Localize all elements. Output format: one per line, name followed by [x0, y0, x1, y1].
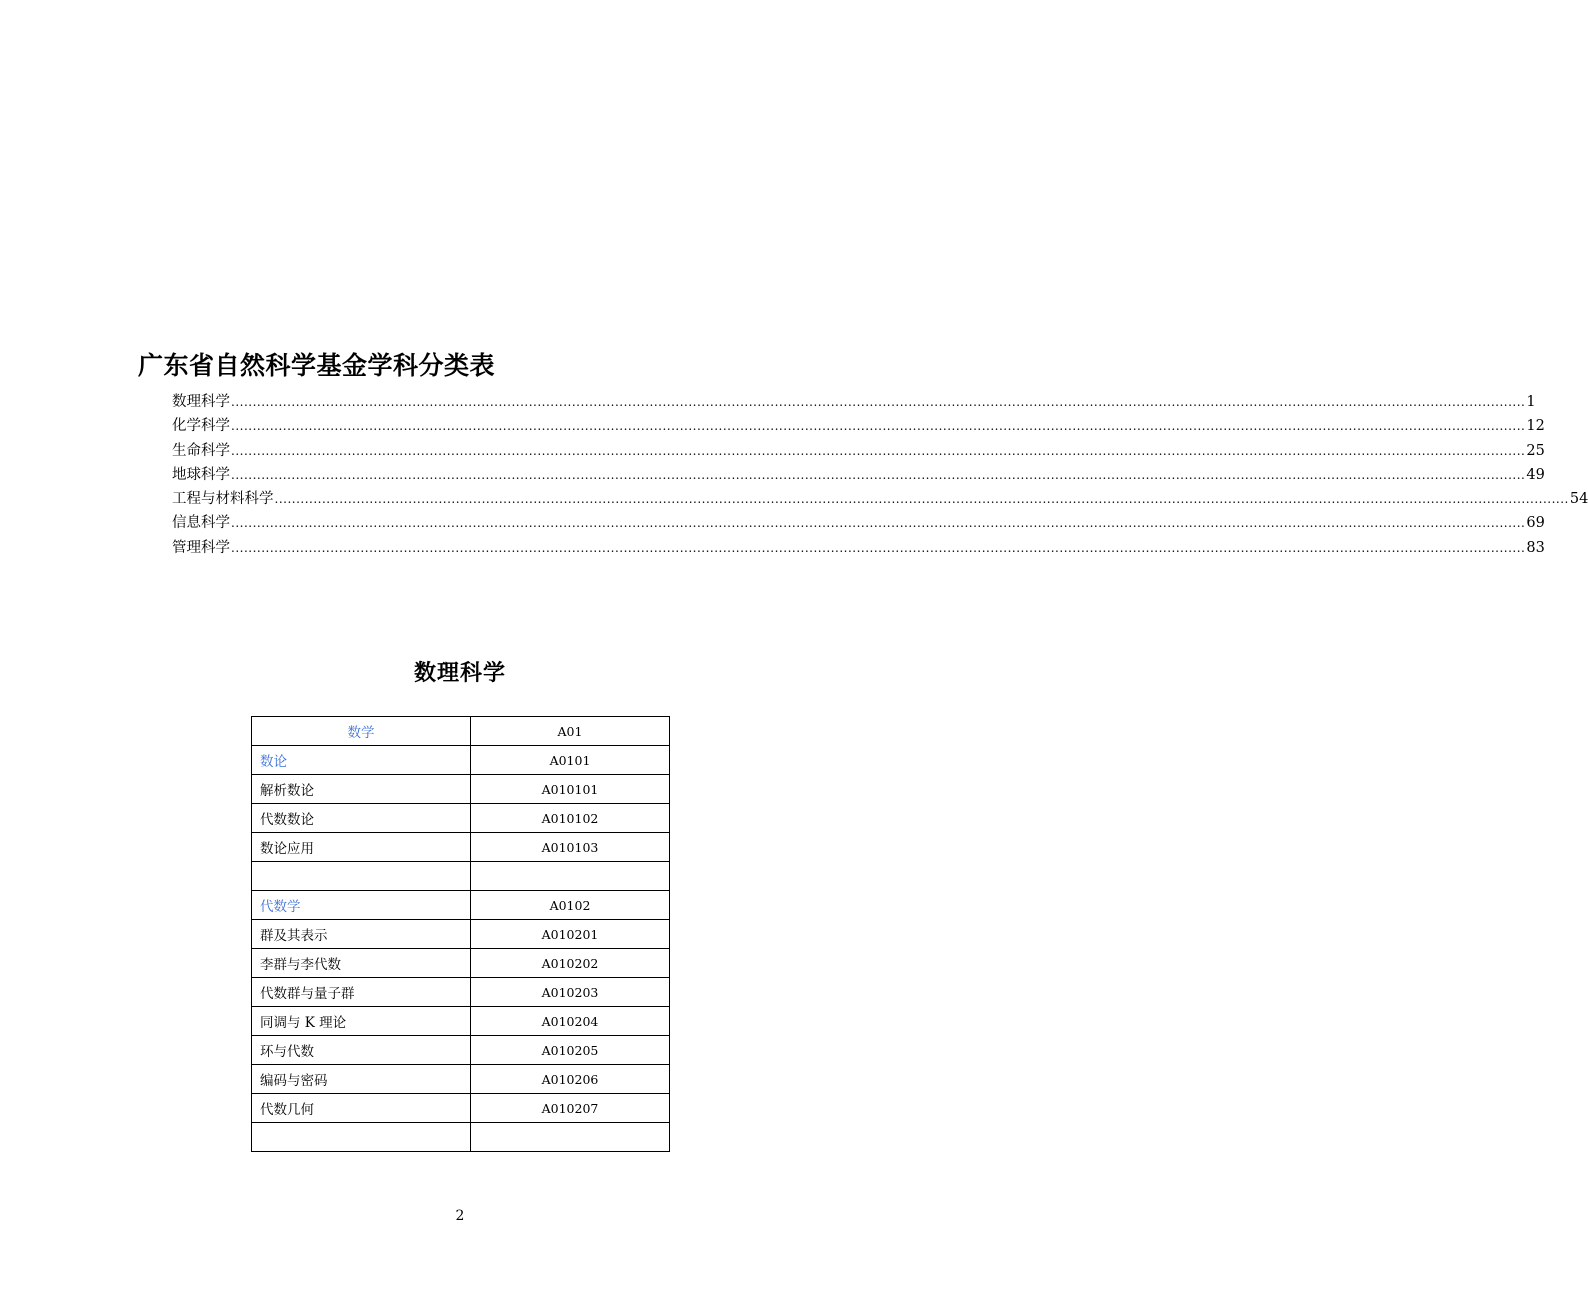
toc-item-page: 69: [1526, 515, 1545, 532]
toc-item-label: 地球科学: [172, 466, 230, 483]
subject-code-cell: A0101: [471, 746, 670, 775]
subject-code-cell: A010206: [471, 1065, 670, 1094]
subject-name-cell: 数学: [252, 717, 471, 746]
subject-name-cell: 代数几何: [252, 1094, 471, 1123]
subject-name-cell: 李群与李代数: [252, 949, 471, 978]
toc-dot-leader: ............................................................................................................................................................................................................................................................................................................: [231, 540, 1526, 555]
subject-name-cell: 环与代数: [252, 1036, 471, 1065]
toc-dot-leader: ............................................................................................................................................................................................................................................................................................................: [274, 492, 1569, 507]
subject-name-cell: [252, 862, 471, 891]
toc-dot-leader: ............................................................................................................................................................................................................................................................................................................: [231, 395, 1526, 409]
subject-name-cell: 代数群与量子群: [252, 978, 471, 1007]
table-row: [252, 978, 670, 1007]
toc-item-label: 化学科学: [172, 418, 230, 435]
subject-code-cell: A010103: [471, 833, 670, 862]
toc-item[interactable]: [172, 463, 1545, 487]
toc-item[interactable]: [172, 487, 1588, 511]
table-row: [252, 746, 670, 775]
subject-classification-table: [251, 716, 670, 1152]
toc-item-page: 49: [1526, 466, 1545, 483]
toc-item[interactable]: [172, 536, 1545, 560]
toc-item-label: 数理科学: [172, 394, 230, 410]
toc-dot-leader: ............................................................................................................................................................................................................................................................................................................: [231, 467, 1526, 482]
subject-code-cell: A010202: [471, 949, 670, 978]
toc-item-label: 生命科学: [172, 442, 230, 459]
toc-item-label: 管理科学: [172, 539, 230, 556]
subject-code-cell: A010203: [471, 978, 670, 1007]
toc-dot-leader: ............................................................................................................................................................................................................................................................................................................: [231, 516, 1526, 531]
toc-dot-leader: ............................................................................................................................................................................................................................................................................................................: [231, 443, 1526, 458]
subject-code-cell: [471, 1123, 670, 1152]
table-row: [252, 920, 670, 949]
toc-item-page: 83: [1526, 539, 1545, 556]
subject-name-cell: 解析数论: [252, 775, 471, 804]
table-row: [252, 1123, 670, 1152]
subject-name-cell: 数论: [252, 746, 471, 775]
table-of-contents: [172, 390, 1588, 560]
subject-name-cell: 群及其表示: [252, 920, 471, 949]
subject-code-cell: A01: [471, 717, 670, 746]
subject-code-cell: A0102: [471, 891, 670, 920]
subject-code-cell: [471, 862, 670, 891]
toc-item-page: 1: [1526, 394, 1536, 410]
toc-item-page: 12: [1526, 418, 1545, 435]
toc-item[interactable]: [172, 414, 1545, 438]
subject-name-cell: 同调与 K 理论: [252, 1007, 471, 1036]
subject-name-cell: [252, 1123, 471, 1152]
toc-dot-leader: ............................................................................................................................................................................................................................................................................................................: [231, 419, 1526, 434]
subject-name-cell: 编码与密码: [252, 1065, 471, 1094]
toc-item[interactable]: [172, 511, 1545, 535]
subject-code-cell: A010101: [471, 775, 670, 804]
table-row: [252, 891, 670, 920]
table-row: [252, 1007, 670, 1036]
toc-item[interactable]: [172, 439, 1545, 463]
subject-name-cell: 代数学: [252, 891, 471, 920]
table-row: [252, 1065, 670, 1094]
toc-item-page: 54: [1569, 491, 1588, 508]
subject-code-cell: A010201: [471, 920, 670, 949]
table-row: [252, 833, 670, 862]
page-number: 2: [455, 1208, 465, 1224]
table-row: [252, 1036, 670, 1065]
toc-item[interactable]: [172, 390, 1536, 414]
table-row: [252, 804, 670, 833]
table-row: [252, 775, 670, 804]
table-row: [252, 1094, 670, 1123]
subject-code-cell: A010207: [471, 1094, 670, 1123]
table-row: [252, 717, 670, 746]
toc-item-label: 工程与材料科学: [172, 491, 274, 508]
toc-item-label: 信息科学: [172, 515, 230, 532]
toc-item-page: 25: [1526, 442, 1545, 459]
table-row: [252, 949, 670, 978]
subject-code-cell: A010205: [471, 1036, 670, 1065]
subject-code-cell: A010102: [471, 804, 670, 833]
subject-code-cell: A010204: [471, 1007, 670, 1036]
document-title: 广东省自然科学基金学科分类表: [138, 351, 496, 380]
subject-name-cell: 数论应用: [252, 833, 471, 862]
table-row: [252, 862, 670, 891]
section-title: 数理科学: [413, 661, 506, 686]
subject-name-cell: 代数数论: [252, 804, 471, 833]
